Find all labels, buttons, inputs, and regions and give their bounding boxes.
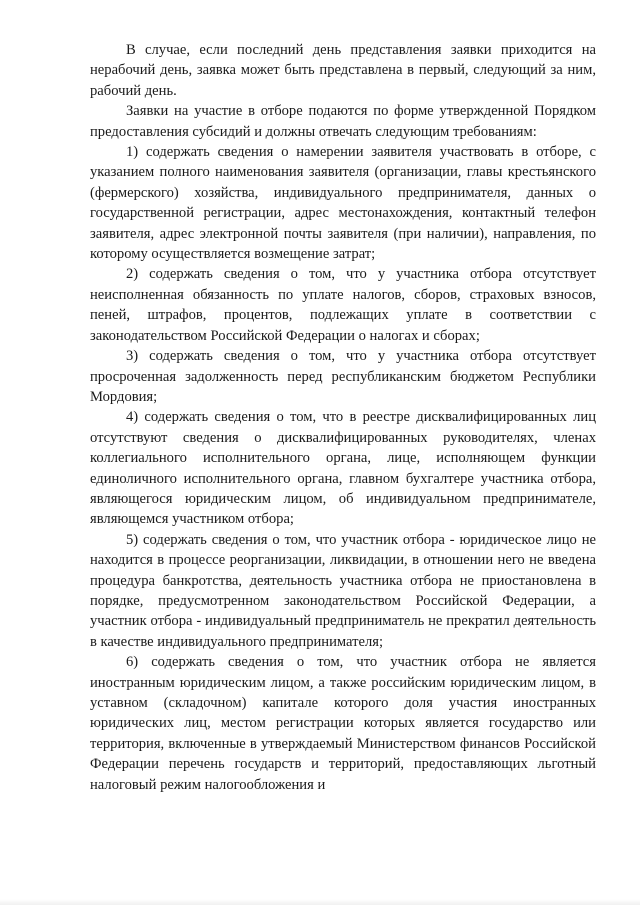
requirement-item-2: 2) содержать сведения о том, что у участника отбора отсутствует неисполненная обязанность по уплате налогов, сборов, страховых взносов, пеней, штрафов, процентов, подлежащих уплате в соответствии с законодательством Российской Федерации о налогах и сборах;: [90, 266, 596, 344]
requirement-item-3: 3) содержать сведения о том, что у участника отбора отсутствует просроченная задолженность перед республиканским бюджетом Республики Мордовия;: [90, 348, 596, 405]
paragraph-requirements-intro: Заявки на участие в отборе подаются по форме утвержденной Порядком предоставления субсидий и должны отвечать следующим требованиям:: [90, 103, 596, 140]
page-bottom-edge: [0, 899, 640, 905]
requirement-item-6: 6) содержать сведения о том, что участник отбора не является иностранным юридическим лицом, а также российским юридическим лицом, в уставном (складочном) капитале которого доля участия иностранных юридических лиц, местом регистрации которых является государство или территория, включенные в утверждаемый Министерством финансов Российской Федерации перечень государств и территорий, предоставляющих льготный налоговый режим налогообложения и: [90, 654, 596, 793]
document-page: [90, 40, 596, 795]
requirement-item-4: 4) содержать сведения о том, что в реестре дисквалифицированных лиц отсутствуют сведения о дисквалифицированных руководителях, членах коллегиального исполнительного органа, лице, исполняющем функции единоличного исполнительного органа, главном бухгалтере участника отбора, являющегося юридическим лицом, об индивидуальном предпринимателе, являющемся участником отбора;: [90, 409, 596, 528]
requirement-item-5: 5) содержать сведения о том, что участник отбора - юридическое лицо не находится в процессе реорганизации, ликвидации, в отношении него не введена процедура банкротства, деятельность участника отбора не приостановлена в порядке, предусмотренном законодательством Российской Федерации, а участник отбора - индивидуальный предприниматель не прекратил деятельность в качестве индивидуального предпринимателя;: [90, 531, 596, 650]
requirement-item-1: 1) содержать сведения о намерении заявителя участвовать в отборе, с указанием полного наименования заявителя (организации, главы крестьянского (фермерского) хозяйства, индивидуального предпринимателя, данных о государственной регистрации, адрес местонахождения, контактный телефон заявителя, адрес электронной почты заявителя (при наличии), направления, по которому осуществляется возмещение затрат;: [90, 144, 596, 263]
paragraph-deadline: В случае, если последний день представления заявки приходится на нерабочий день, заявка может быть представлена в первый, следующий за ним, рабочий день.: [90, 42, 596, 99]
